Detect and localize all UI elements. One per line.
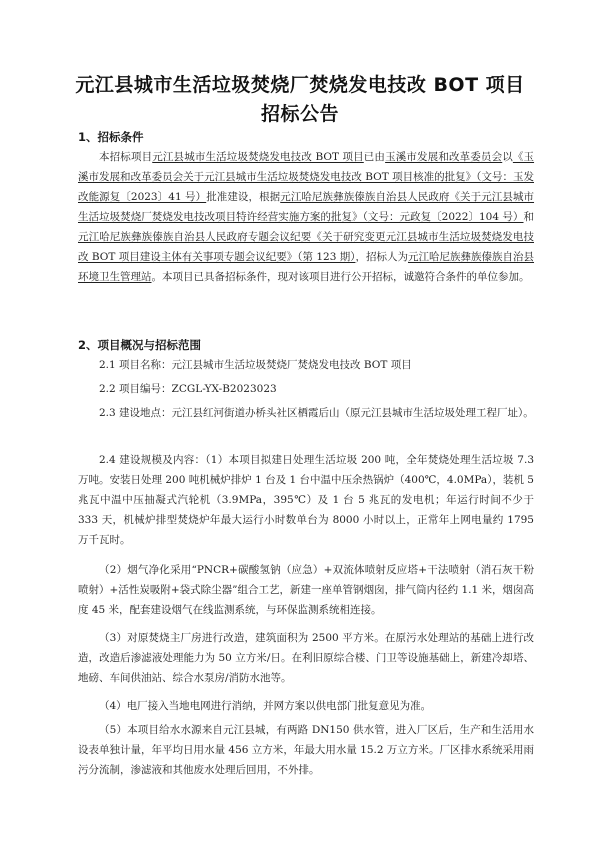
section-1-heading: 1、招标条件	[78, 130, 144, 144]
item-2-4-flue-gas: （2）烟气净化采用“PNCR+碳酸氢钠（应急）+双流体喷射反应塔+干法喷射（消石灰干粉喷射）+活性炭吸附+袋式除尘器”组合工艺，新建一座单管钢烟囱，排气筒内径约 1.1 米，烟囱高度 45 米，配套建设烟气在线监测系统，与环保监测系统相连接。	[78, 564, 534, 616]
item-2-4-water: （5）本项目给水水源来自元江县城，有两路 DN150 供水管，进入厂区后，生产和生活用水设表单独计量，年平均日用水量 456 立方米，年最大用水量 15.2 万立方米。厂区排水系统采用雨污分流制，渗滤液和其他废水处理后回用，不外排。	[78, 724, 534, 776]
item-2-4-grid: （4）电厂接入当地电网进行消纳，并网方案以供电部门批复意见为准。	[99, 700, 432, 712]
item-2-1: 2.1 项目名称：元江县城市生活垃圾焚烧厂焚烧发电技改 BOT 项目	[99, 359, 412, 371]
section-1-paragraph: 本招标项目元江县城市生活垃圾焚烧发电技改 BOT 项目已由玉溪市发展和改革委员会以《玉溪市发展和改革委员会关于元江县城市生活垃圾焚烧发电技改 BOT 项目核准的批复》（文号：玉发改能源复〔2023〕41 号）批准建设，根据元江哈尼族彝族傣族自治县人民政府《关于元江县城市生活垃圾焚烧厂焚烧发电技改项目特许经营实施方案的批复》（文号：元政复〔2022〕104 号）和元江哈尼族彝族傣族自治县人民政府专题会议纪要《关于研究变更元江县城市生活垃圾焚烧发电技改 BOT 项目建设主体有关事项专题会议纪要》（第 123 期），招标人为元江哈尼族彝族傣族自治县环境卫生管理站。本项目已具备招标条件，现对该项目进行公开招标，诚邀符合条件的单位参加。	[78, 151, 535, 283]
document-title: 元江县城市生活垃圾焚烧厂焚烧发电技改 BOT 项目	[75, 74, 525, 96]
document-subtitle: 招标公告	[260, 103, 339, 125]
item-2-4: 2.4 建设规模及内容：（1）本项目拟建日处理生活垃圾 200 吨，全年焚烧处理生活垃圾 7.3 万吨。安装日处理 200 吨机械炉排炉 1 台及 1 台中温中压余热锅炉（400℃，4.0MPa），装机 5 兆瓦中温中压抽凝式汽轮机（3.9MPa，395℃）及 1 台 5 兆瓦的发电机；年运行时间不少于 333 天，机械炉排型焚烧炉年最大运行小时数单台为 8000 小时以上，正常年上网电量约 1795 万千瓦时。	[78, 454, 534, 546]
item-2-4-renovation: （3）对原焚烧主厂房进行改造，建筑面积为 2500 平方米。在原污水处理站的基础上进行改造，改造后渗滤液处理能力为 50 立方米/日。在利旧原综合楼、门卫等设施基础上，新建冷却塔、地磅、车间供油站、综合水泵房/消防水池等。	[78, 632, 534, 684]
section-2-heading: 2、项目概况与招标范围	[78, 338, 202, 352]
item-2-3: 2.3 建设地点：元江县红河街道办桥头社区栖霞后山（原元江县城市生活垃圾处理工程厂址）。	[99, 407, 534, 419]
item-2-2: 2.2 项目编号：ZCGL-YX-B2023023	[99, 383, 277, 395]
